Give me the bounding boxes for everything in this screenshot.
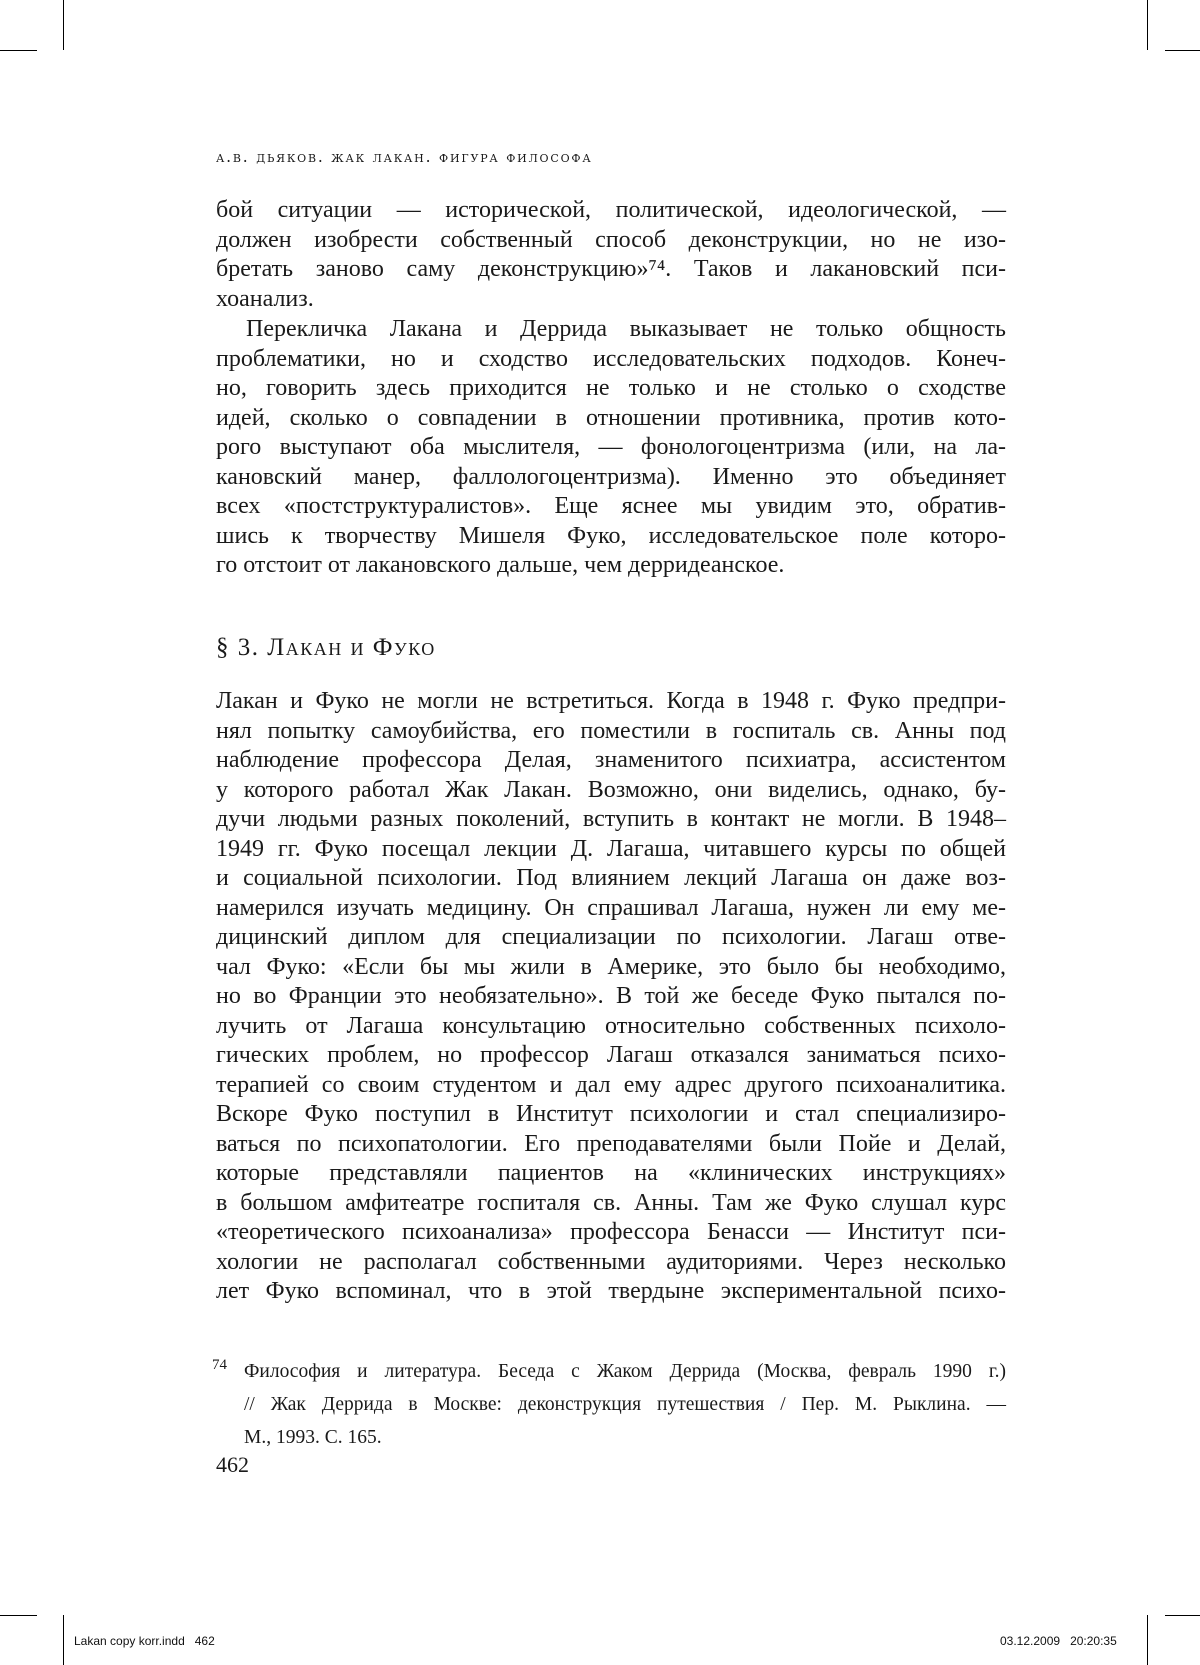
text-line: Лакан и Фуко не могли не встретиться. Когда в 1948 г. Фуко предпри-	[216, 688, 1006, 714]
footnote-mark: 74	[212, 1357, 227, 1373]
page-number: 462	[216, 1452, 249, 1477]
text-line: рого выступают оба мыслителя, — фонологоцентризма (или, на ла-	[216, 434, 1006, 460]
text-line: «теоретического психоанализа» профессора Бенасси — Институт пси-	[216, 1219, 1006, 1245]
text-line: Вскоре Фуко поступил в Институт психологии и стал специализиро-	[216, 1101, 1006, 1127]
text-line: терапией со своим студентом и дал ему адрес другого психоаналитика.	[216, 1071, 1006, 1098]
text-line: бретать заново саму деконструкцию»⁷⁴. Таков и лакановский пси-	[216, 256, 1006, 282]
text-line: кановский манер, фаллологоцентризма). Именно это объединяет	[216, 463, 1006, 490]
slug-filename: Lakan copy korr.indd	[74, 1634, 185, 1648]
slug-page: 462	[194, 1634, 215, 1648]
text-line: го отстоит от лакановского дальше, чем дерридеанское.	[216, 552, 785, 578]
text-line: бой ситуации — исторической, политической, идеологической, —	[216, 197, 1006, 223]
paragraph	[216, 687, 1006, 1307]
text-line: дицинский диплом для специализации по психологии. Лагаш отве-	[216, 924, 1006, 950]
text-line: намерился изучать медицину. Он спрашивал Лагаша, нужен ли ему ме-	[216, 894, 1006, 921]
text-line: и социальной психологии. Под влиянием лекций Лагаша он даже воз-	[216, 865, 1006, 891]
crop-mark	[1147, 1615, 1148, 1665]
text-line: но во Франции это необязательно». В той же беседе Фуко пытался по-	[216, 983, 1006, 1009]
text-line: в большом амфитеатре госпиталя св. Анны. Там же Фуко слушал курс	[216, 1189, 1006, 1216]
crop-mark	[63, 0, 64, 50]
paragraph	[216, 196, 1006, 314]
paragraph	[216, 315, 1006, 581]
crop-mark	[1147, 0, 1148, 50]
text-line: которые представляли пациентов на «клинических инструкциях»	[216, 1160, 1006, 1186]
section-heading: § 3. Лакан и Фуко	[216, 634, 436, 661]
text-line: дучи людьми разных поколений, вступить в контакт не могли. В 1948–	[216, 806, 1006, 832]
text-line: всех «постструктуралистов». Еще яснее мы увидим это, обратив-	[216, 493, 1006, 519]
text-line: идей, сколько о совпадении в отношении противника, против кото-	[216, 404, 1006, 431]
footnote	[212, 1355, 1006, 1454]
crop-mark	[63, 1615, 64, 1665]
text-line: 1949 гг. Фуко посещал лекции Д. Лагаша, читавшего курсы по общей	[216, 835, 1006, 862]
text-line: у которого работал Жак Лакан. Возможно, они виделись, однако, бу-	[216, 776, 1006, 803]
slug-timestamp	[1000, 1634, 1117, 1648]
slug-time: 20:20:35	[1070, 1634, 1117, 1648]
slug-file-info	[74, 1634, 215, 1648]
footnote-line: // Жак Деррида в Москве: деконструкция путешествия / Пер. М. Рыклина. —	[244, 1394, 1006, 1415]
text-line: лет Фуко вспоминал, что в этой твердыне экспериментальной психо-	[216, 1278, 1006, 1304]
crop-mark	[0, 50, 37, 51]
text-line: шись к творчеству Мишеля Фуко, исследовательское поле которо-	[216, 522, 1006, 549]
text-line: наблюдение профессора Делая, знаменитого психиатра, ассистентом	[216, 747, 1006, 773]
crop-mark	[0, 1615, 37, 1616]
text-line: чал Фуко: «Если бы мы жили в Америке, это было бы необходимо,	[216, 953, 1006, 980]
text-line: лучить от Лагаша консультацию относительно собственных психоло-	[216, 1012, 1006, 1039]
text-line: хоанализ.	[216, 285, 314, 312]
text-line: должен изобрести собственный способ деконструкции, но не изо-	[216, 226, 1006, 253]
footnote-line: Философия и литература. Беседа с Жаком Деррида (Москва, февраль 1990 г.)	[244, 1361, 1006, 1382]
text-line: Перекличка Лакана и Деррида выказывает не только общность	[246, 316, 1006, 342]
text-line: ваться по психопатологии. Его преподавателями были Пойе и Делай,	[216, 1130, 1006, 1157]
text-line: гических проблем, но профессор Лагаш отказался заниматься психо-	[216, 1042, 1006, 1068]
text-line: нял попытку самоубийства, его поместили в госпиталь св. Анны под	[216, 717, 1006, 744]
text-line: проблематики, но и сходство исследовательских подходов. Конеч-	[216, 345, 1006, 372]
crop-mark	[1165, 50, 1200, 51]
text-line: но, говорить здесь приходится не только и не столько о сходстве	[216, 375, 1006, 401]
crop-mark	[1165, 1615, 1200, 1616]
running-head: а.в. дьяков. жак лакан. фигура философа	[216, 148, 593, 166]
text-line: хологии не располагал собственными аудиториями. Через несколько	[216, 1248, 1006, 1275]
footnote-line: М., 1993. С. 165.	[244, 1427, 382, 1448]
slug-date: 03.12.2009	[1000, 1634, 1061, 1648]
